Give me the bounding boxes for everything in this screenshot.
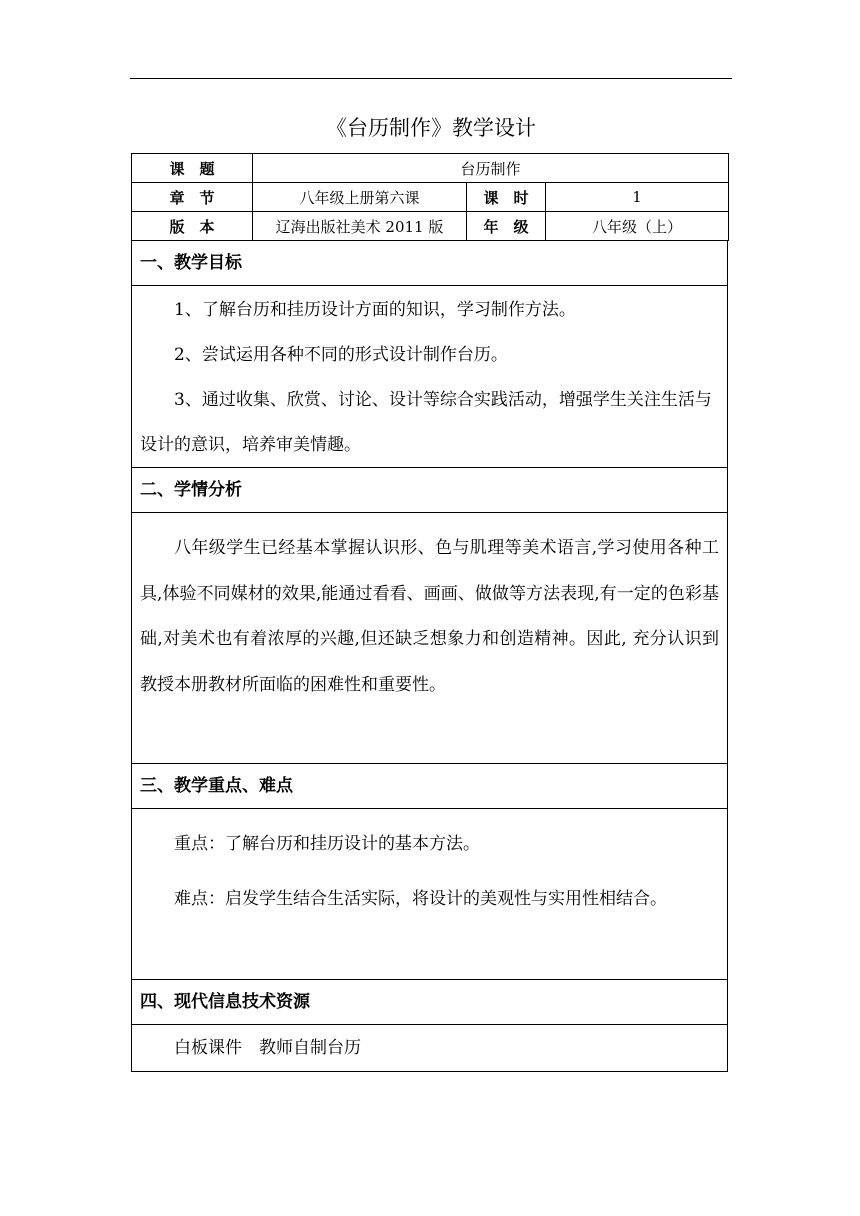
section-body: [132, 286, 727, 467]
header-rule: [130, 78, 732, 79]
grade-value: 八年级（上）: [546, 212, 729, 241]
section-key-points: [131, 764, 728, 980]
meta-row-chapter: [132, 183, 729, 212]
section-student-analysis: [131, 468, 728, 764]
section-body: [132, 1025, 727, 1071]
lesson-plan-table: [131, 153, 728, 1072]
section-body: [132, 809, 727, 979]
section-heading: 三、教学重点、难点: [132, 764, 727, 809]
section-heading: 一、教学目标: [132, 241, 727, 286]
goal-item: 1、了解台历和挂历设计方面的知识，学习制作方法。: [174, 300, 576, 320]
hours-label: 课 时: [467, 183, 546, 212]
section-heading: 二、学情分析: [132, 468, 727, 513]
meta-row-topic: [132, 154, 729, 183]
goal-item: 2、尝试运用各种不同的形式设计制作台历。: [174, 345, 508, 365]
section-teaching-goals: [131, 241, 728, 468]
goal-item: 3、通过收集、欣赏、讨论、设计等综合实践活动，增强学生关注生活与设计的意识，培养审美情趣。: [140, 390, 712, 455]
meta-table: [131, 153, 729, 241]
edition-label: 版 本: [132, 212, 253, 241]
topic-label: 课 题: [132, 154, 253, 183]
section-body: [132, 513, 727, 763]
edition-value: 辽海出版社美术 2011 版: [253, 212, 467, 241]
analysis-text: 八年级学生已经基本掌握认识形、色与肌理等美术语言,学习使用各种工具,体验不同媒材的效果,能通过看看、画画、做做等方法表现,有一定的色彩基础,对美术也有着浓厚的兴趣,但还缺乏想象力和创造精神。因此, 充分认识到教授本册教材所面临的困难性和重要性。: [140, 538, 719, 695]
section-it-resources: [131, 980, 728, 1072]
topic-value: 台历制作: [253, 154, 729, 183]
section-heading: 四、现代信息技术资源: [132, 980, 727, 1025]
chapter-label: 章 节: [132, 183, 253, 212]
hours-value: 1: [546, 183, 729, 212]
resources-text: 白板课件 教师自制台历: [174, 1038, 361, 1058]
focus-text: 重点：了解台历和挂历设计的基本方法。: [174, 834, 480, 854]
grade-label: 年 级: [467, 212, 546, 241]
chapter-value: 八年级上册第六课: [253, 183, 467, 212]
document-title: 《台历制作》教学设计: [326, 116, 536, 140]
difficulty-text: 难点：启发学生结合生活实际，将设计的美观性与实用性相结合。: [174, 889, 667, 909]
meta-row-edition: [132, 212, 729, 241]
